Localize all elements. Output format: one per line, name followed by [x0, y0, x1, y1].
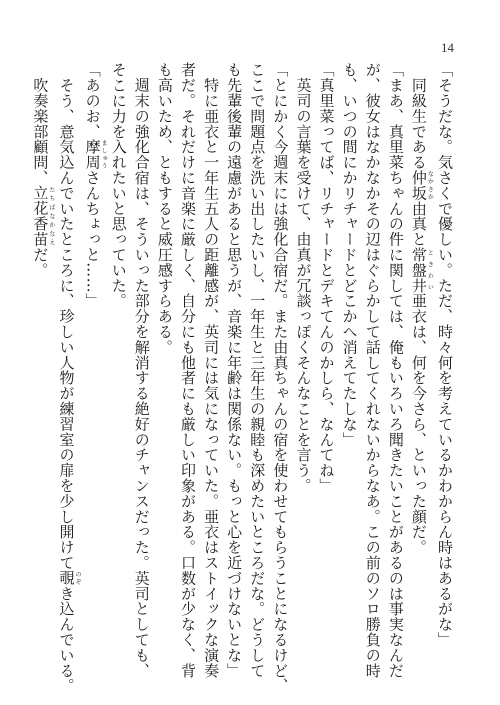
- furigana-reading: なかさか: [426, 169, 434, 201]
- text-line: 「まあ、真里菜ちゃんの件に関しては、俺もいろいろ聞きたいことがあるのは事実なんだ: [386, 62, 405, 678]
- furigana-word: 摩周ましゅう: [83, 139, 108, 170]
- text-line: 「あのお、摩周ましゅうさんちょっと……」: [83, 62, 108, 309]
- furigana-reading: のぞ: [74, 570, 81, 586]
- text-line: 週末の強化合宿は、そういった部分を解消する絶好のチャンスだった。英司としても、: [132, 62, 151, 678]
- furigana-word: 覗のぞ: [57, 570, 81, 586]
- text-line: ここで問題点を洗い出したいし、一年生と三年生の親睦も深めたいところだな。どうして: [248, 62, 267, 678]
- furigana-word: 立花香苗たちばなかなえ: [31, 185, 55, 247]
- page-number: 14: [441, 40, 454, 55]
- furigana-reading: たちばなかなえ: [47, 185, 55, 247]
- text-line: も高いため、ともすると威圧感すらある。: [155, 62, 174, 355]
- furigana-word: 常盤井ときわい: [409, 246, 434, 294]
- furigana-reading: ましゅう: [100, 139, 108, 170]
- text-line: も、いつの間にかリチャードとどこかへ消えてたしな」: [340, 62, 359, 447]
- text-line: も先輩後輩の遠慮があると思うが、音楽に年齢は関係ない。もっと心を近づけないとな」: [225, 62, 244, 678]
- text-line: そう、意気込んでいたところに、珍しい人物が練習室の扉を少し開けて覗のぞき込んでいる。: [57, 62, 81, 694]
- text-line: 英司の言葉を受けて、由真が冗談っぽくそんなことを言う。: [294, 62, 313, 494]
- furigana-word: 仲坂なかさか: [409, 169, 434, 201]
- text-line: 「真里菜ってば、リチャードとデキてんのかしら、なんてね」: [317, 62, 336, 494]
- text-line: 者だ。それだけに音楽に厳しく、自分にも他者にも厳しい印象がある。口数が少なく、背: [178, 62, 197, 678]
- furigana-reading: ときわい: [426, 246, 434, 294]
- text-line: 「とにかく今週末には強化合宿だ。また由真ちゃんの宿を使わせてもらうことになるけど、: [271, 62, 290, 694]
- text-line: 特に亜衣と一年生五人の距離感が、英司には気になっていた。亜衣はストイックな演奏: [202, 62, 221, 678]
- vertical-text-block: [31, 62, 456, 694]
- text-line: 吹奏楽部顧問、立花香苗たちばなかなえだ。: [31, 62, 55, 278]
- text-line: が、彼女はなかなかその辺はぐらかして話してくれないからなあ。この前のソロ勝負の時: [363, 62, 382, 678]
- text-line: 「そうだな。気さくで優しい。ただ、時々何を考えているかわからん時はあるがな」: [436, 62, 454, 648]
- text-line: そこに力を入れたいと思っていた。: [109, 62, 128, 309]
- text-line: 同級生である仲坂なかさか由真と常盤井ときわい亜衣は、何を今さら、といった顔だ。: [409, 62, 434, 555]
